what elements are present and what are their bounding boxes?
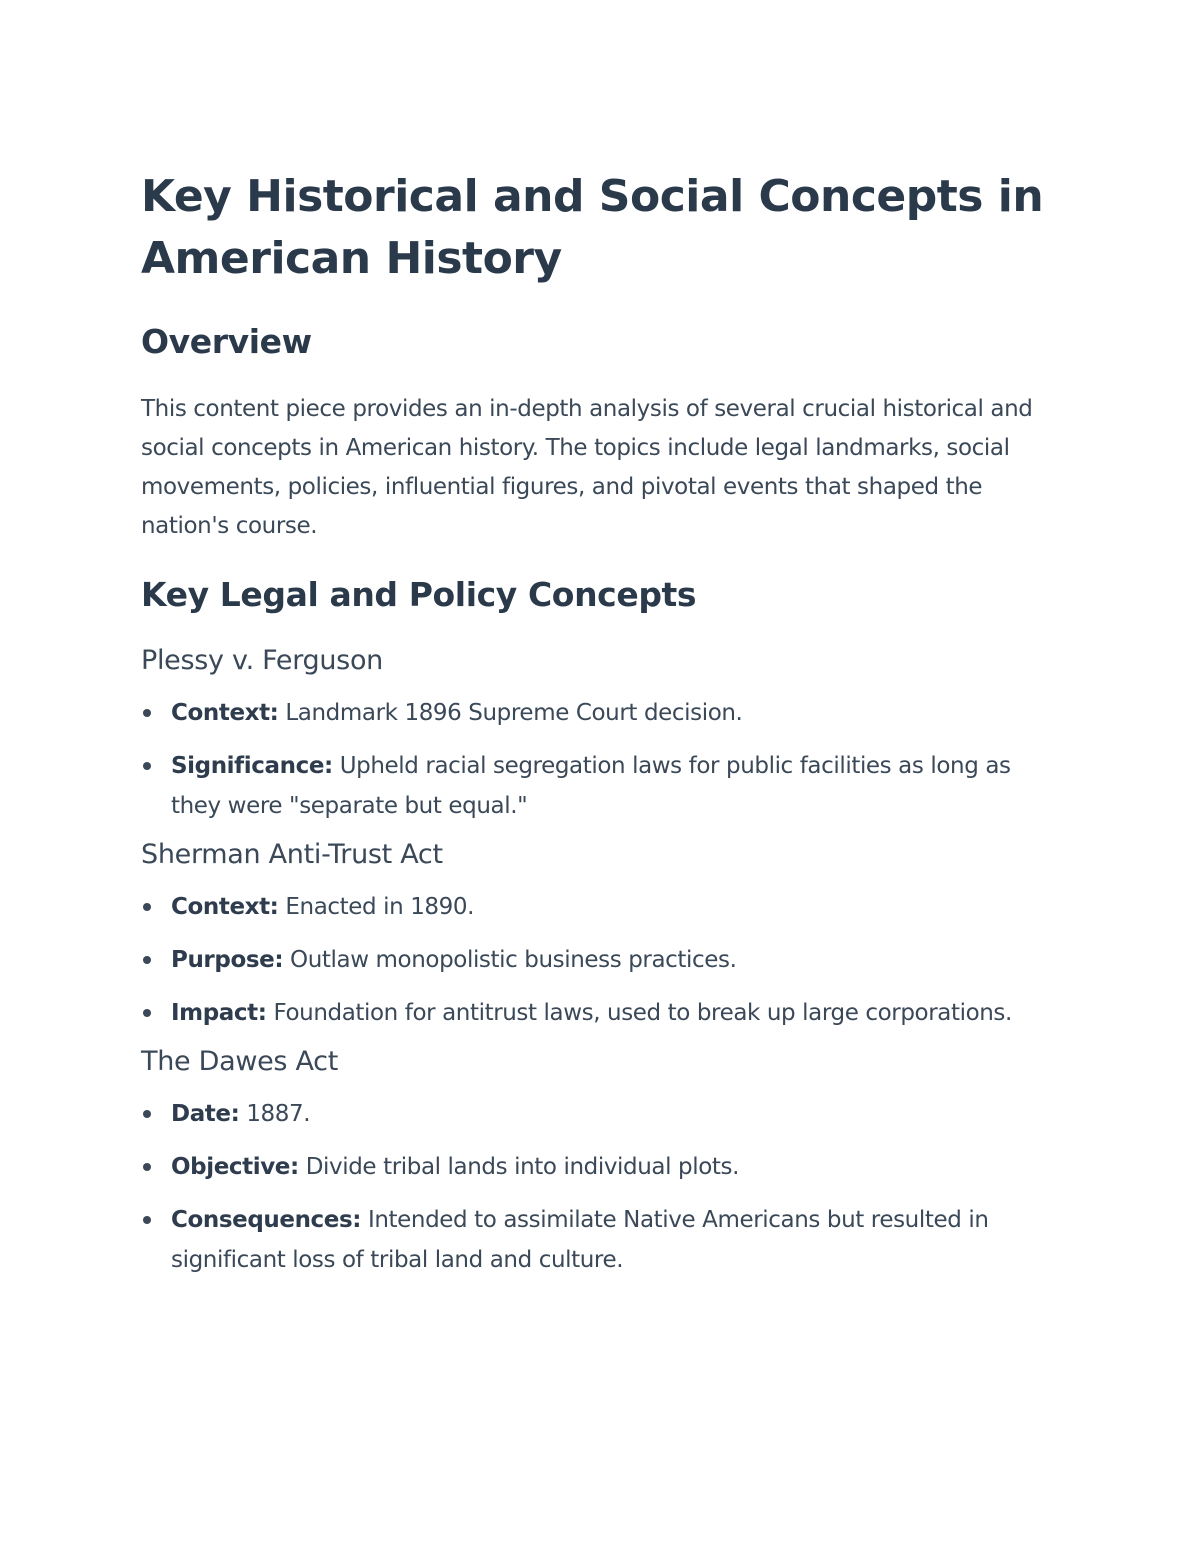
list-item — [141, 940, 1061, 980]
section-heading-dawes: The Dawes Act — [141, 1046, 339, 1077]
bullet-icon — [143, 1216, 151, 1224]
item-text: Intended to assimilate Native Americans but resulted in significant loss of tribal land and culture. — [171, 1207, 989, 1273]
plessy-list — [141, 693, 1061, 826]
bullet-icon — [143, 762, 151, 770]
item-text: Enacted in 1890. — [278, 894, 475, 920]
bullet-icon — [143, 1163, 151, 1171]
item-text: Outlaw monopolistic business practices. — [283, 947, 737, 973]
section-heading-sherman: Sherman Anti-Trust Act — [141, 839, 443, 870]
item-text: Foundation for antitrust laws, used to break up large corporations. — [266, 1000, 1012, 1026]
item-term: Significance: — [171, 753, 333, 779]
list-item — [141, 746, 1061, 826]
item-term: Purpose: — [171, 947, 284, 973]
sherman-list — [141, 887, 1061, 1033]
item-term: Impact: — [171, 1000, 267, 1026]
overview-heading: Overview — [141, 322, 312, 361]
section-heading-plessy: Plessy v. Ferguson — [141, 645, 383, 676]
item-term: Consequences: — [171, 1207, 362, 1233]
list-item — [141, 1200, 1061, 1280]
bullet-icon — [143, 1009, 151, 1017]
list-item — [141, 1147, 1061, 1187]
list-item — [141, 887, 1061, 927]
bullet-icon — [143, 1110, 151, 1118]
item-term: Date: — [171, 1101, 240, 1127]
overview-paragraph: This content piece provides an in-depth analysis of several crucial historical and social concepts in American history. The topics include legal landmarks, social movements, policies, influential figures, and pivotal events that shaped the nation's course. — [141, 396, 1033, 539]
item-text: Divide tribal lands into individual plots. — [298, 1154, 739, 1180]
item-term: Objective: — [171, 1154, 299, 1180]
dawes-list — [141, 1094, 1061, 1280]
bullet-icon — [143, 956, 151, 964]
item-term: Context: — [171, 700, 279, 726]
list-item — [141, 993, 1061, 1033]
page-title: Key Historical and Social Concepts in American History — [141, 171, 1044, 284]
item-text: Upheld racial segregation laws for public facilities as long as they were "separate but equal." — [171, 753, 1011, 819]
document-page — [141, 166, 1061, 1280]
item-text: Landmark 1896 Supreme Court decision. — [278, 700, 743, 726]
item-text: 1887. — [239, 1101, 311, 1127]
bullet-icon — [143, 709, 151, 717]
legal-concepts-heading: Key Legal and Policy Concepts — [141, 575, 697, 614]
bullet-icon — [143, 903, 151, 911]
list-item — [141, 693, 1061, 733]
item-term: Context: — [171, 894, 279, 920]
list-item — [141, 1094, 1061, 1134]
